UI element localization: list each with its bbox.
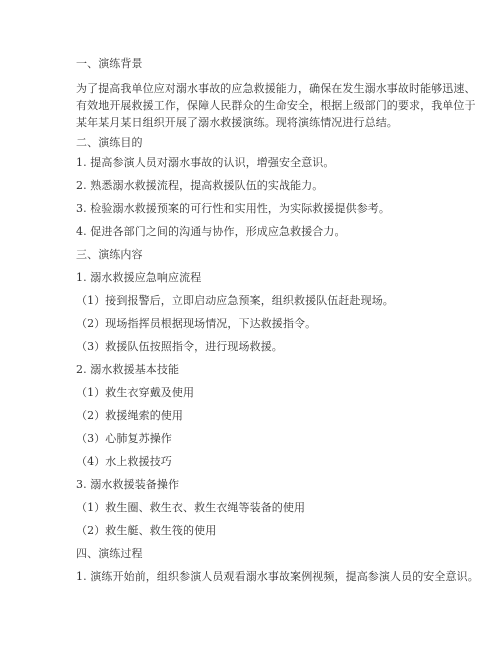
subsection-title: 2. 溺水救援基本技能 (76, 363, 180, 376)
list-item: 3. 检验溺水救援预案的可行性和实用性，为实际救援提供参考。 (76, 202, 390, 215)
list-item: （1）救生圈、救生衣、救生衣绳等装备的使用 (76, 501, 306, 514)
section-heading-background: 一、演练背景 (76, 57, 143, 70)
list-item: （1）接到报警后，立即启动应急预案，组织救援队伍赶赴现场。 (76, 294, 394, 307)
section-heading-process: 四、演练过程 (76, 547, 143, 560)
list-item: （2）现场指挥员根据现场情况，下达救援指令。 (76, 317, 317, 330)
list-item: （2）救援绳索的使用 (76, 409, 183, 422)
subsection-title: 3. 溺水救援装备操作 (76, 478, 180, 491)
list-item: （4）水上救援技巧 (76, 455, 172, 468)
list-item: （1）救生衣穿戴及使用 (76, 386, 195, 399)
list-item: （2）救生艇、救生筏的使用 (76, 524, 217, 537)
list-item: 1. 演练开始前，组织参演人员观看溺水事故案例视频，提高参演人员的安全意识。 (76, 570, 479, 583)
section-heading-purpose: 二、演练目的 (76, 136, 143, 149)
list-item: （3）心肺复苏操作 (76, 432, 172, 445)
paragraph-line: 某年某月某日组织开展了溺水救援演练。现将演练情况进行总结。 (76, 116, 398, 129)
list-item: 1. 提高参演人员对溺水事故的认识，增强安全意识。 (76, 156, 335, 169)
list-item: 2. 熟悉溺水救援流程，提高救援队伍的实战能力。 (76, 179, 324, 192)
list-item: 4. 促进各部门之间的沟通与协作，形成应急救援合力。 (76, 225, 346, 238)
paragraph-line: 有效地开展救援工作，保障人民群众的生命安全，根据上级部门的要求，我单位于 (76, 99, 476, 112)
subsection-title: 1. 溺水救援应急响应流程 (76, 271, 202, 284)
section-heading-content: 三、演练内容 (76, 248, 143, 261)
paragraph-line: 为了提高我单位应对溺水事故的应急救援能力，确保在发生溺水事故时能够迅速、 (76, 82, 476, 95)
list-item: （3）救援队伍按照指令，进行现场救援。 (76, 340, 283, 353)
